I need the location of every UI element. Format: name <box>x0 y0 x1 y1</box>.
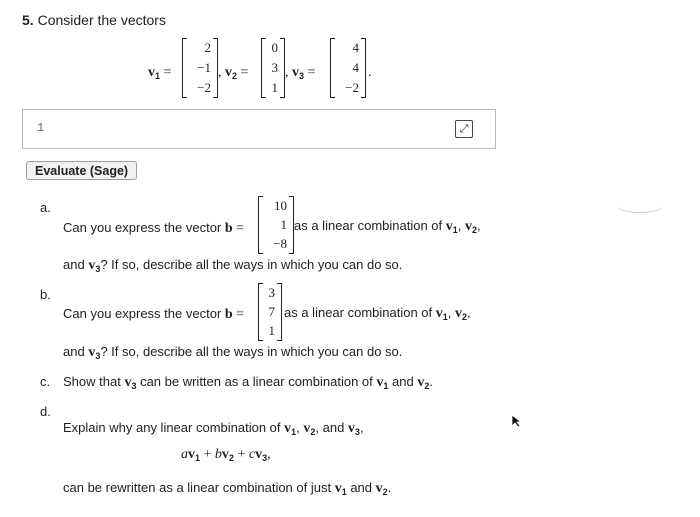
v1-matrix: 2 −1 −2 <box>182 38 218 98</box>
v2-label: , $v_2$ = <box>218 65 249 81</box>
part-b-line1: Can you express the vector b = <box>63 306 245 322</box>
line-number: 1 <box>37 121 45 135</box>
v3-matrix: 4 4 −2 <box>330 38 366 98</box>
problem-intro: Consider the vectors <box>37 12 166 28</box>
v3-label: , $v_3$ = <box>285 65 316 81</box>
part-a-line1-rest: as a linear combination of $v_1$, $v_2$, <box>294 218 481 235</box>
part-a-b-matrix: 10 1 −8 <box>258 196 294 254</box>
part-a-line1: Can you express the vector b = <box>63 220 245 236</box>
part-d-line1: Explain why any linear combination of $v_1$, $v_2$, and $v_3$, <box>63 420 364 437</box>
decorative-curve <box>615 196 665 213</box>
v1-label: $v_1$ = <box>148 65 172 81</box>
part-a-line2: and $v_3$? If so, describe all the ways in which you can do so. <box>63 257 403 274</box>
part-b-letter: b. <box>40 287 51 302</box>
sage-code-cell[interactable] <box>22 109 496 149</box>
part-c-letter: c. <box>40 374 51 389</box>
expand-diagonal-icon[interactable]: ⤢ <box>455 120 473 138</box>
part-c-text: Show that $v_3$ can be written as a linear combination of $v_1$ and $v_2$. <box>63 374 433 391</box>
part-b-line1-rest: as a linear combination of $v_1$, $v_2$, <box>284 305 471 322</box>
part-d-line3: can be rewritten as a linear combination of just $v_1$ and $v_2$. <box>63 480 392 497</box>
evaluate-sage-button[interactable]: Evaluate (Sage) <box>26 161 137 180</box>
part-b-line2: and $v_3$? If so, describe all the ways in which you can do so. <box>63 344 403 361</box>
mouse-cursor-icon <box>511 414 523 428</box>
part-d-equation: $av_1 + bv_2 + cv_3$, <box>181 447 271 463</box>
v2-matrix: 0 3 1 <box>261 38 285 98</box>
part-a-letter: a. <box>40 200 51 215</box>
v-period: . <box>368 65 372 80</box>
problem-number: 5. <box>22 12 34 28</box>
part-d-letter: d. <box>40 404 51 419</box>
problem-header <box>22 12 166 28</box>
part-b-b-matrix: 3 7 1 <box>258 283 282 341</box>
